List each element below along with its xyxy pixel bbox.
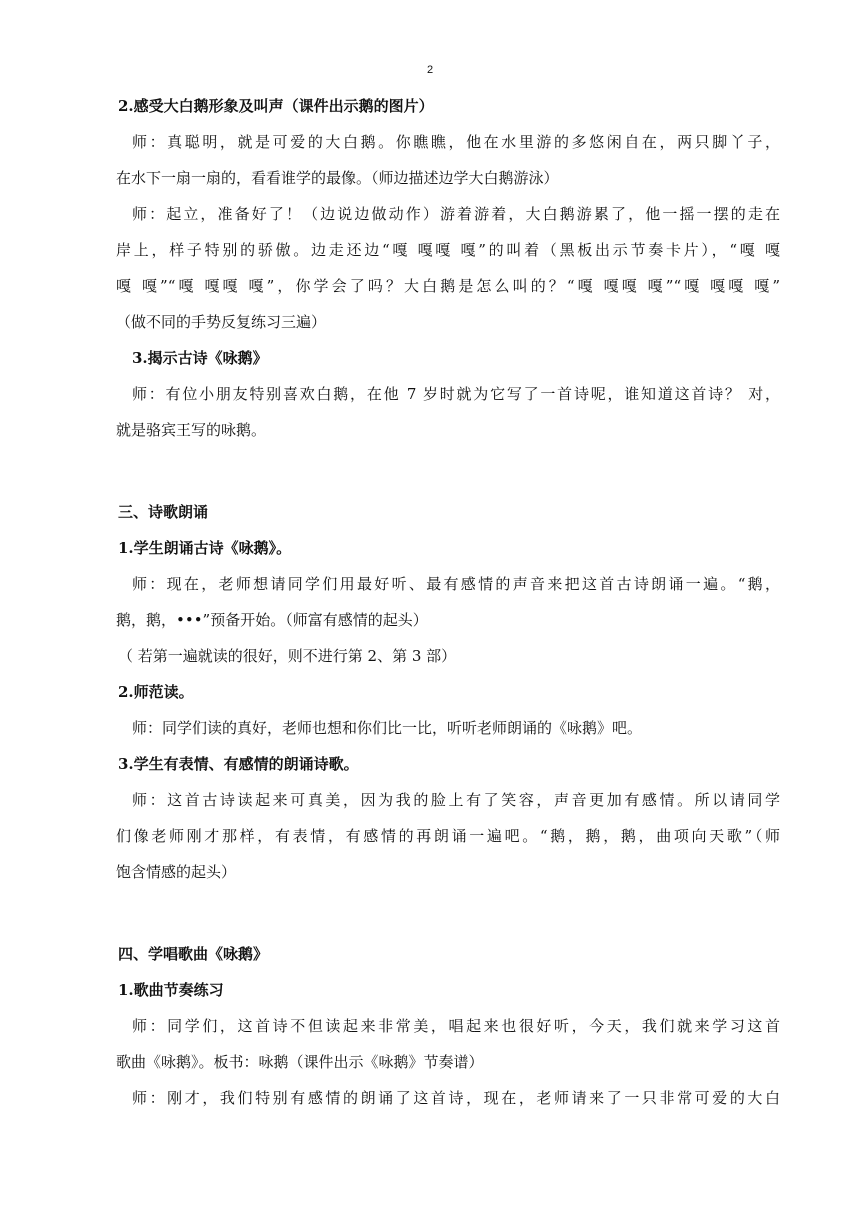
paragraph-line: 师：刚才，我们特别有感情的朗诵了这首诗，现在，老师请来了一只非常可爱的大白 bbox=[132, 1089, 780, 1107]
paragraph-line: 饱含情感的起头） bbox=[116, 863, 237, 881]
paragraph-line: 师：有位小朋友特别喜欢白鹅，在他 7 岁时就为它写了一首诗呢，谁知道这首诗？ 对， bbox=[132, 385, 780, 403]
paragraph-line: 们像老师刚才那样，有表情，有感情的再朗诵一遍吧。“鹅，鹅，鹅，曲项向天歌”（师 bbox=[116, 827, 780, 845]
paragraph-line: 在水下一扇一扇的，看看谁学的最像。（师边描述边学大白鹅游泳） bbox=[116, 169, 559, 187]
paragraph-line: 师：同学们，这首诗不但读起来非常美，唱起来也很好听，今天，我们就来学习这首 bbox=[132, 1017, 780, 1035]
section-heading: 3.揭示古诗《咏鹅》 bbox=[132, 349, 268, 367]
paragraph-line: 师：同学们读的真好，老师也想和你们比一比，听听老师朗诵的《咏鹅》吧。 bbox=[132, 719, 643, 737]
paragraph-line: 歌曲《咏鹅》。板书：咏鹅（课件出示《咏鹅》节奏谱） bbox=[116, 1053, 484, 1071]
section-heading: 3.学生有表情、有感情的朗诵诗歌。 bbox=[118, 755, 359, 773]
section-title: 三、诗歌朗诵 bbox=[118, 503, 209, 521]
paragraph-line: 鹅，鹅，•••”预备开始。（师富有感情的起头） bbox=[116, 611, 428, 629]
paragraph-line: 师：起立，准备好了！（边说边做动作）游着游着，大白鹅游累了，他一摇一摆的走在 bbox=[132, 205, 780, 223]
paragraph-line: 师：这首古诗读起来可真美，因为我的脸上有了笑容，声音更加有感情。所以请同学 bbox=[132, 791, 780, 809]
paragraph-line: 嘎 嘎”“嘎 嘎嘎 嘎”，你学会了吗？大白鹅是怎么叫的？“嘎 嘎嘎 嘎”“嘎 嘎嘎 嘎” bbox=[116, 277, 780, 295]
section-heading: 1.学生朗诵古诗《咏鹅》。 bbox=[118, 539, 292, 557]
paragraph-line: 岸上，样子特别的骄傲。边走还边“嘎 嘎嘎 嘎”的叫着（黑板出示节奏卡片），“嘎 嘎 bbox=[116, 241, 780, 259]
page-number: 2 bbox=[426, 64, 434, 76]
paragraph-line: 师：现在，老师想请同学们用最好听、最有感情的声音来把这首古诗朗诵一遍。“鹅， bbox=[132, 575, 780, 593]
paragraph-line: （ 若第一遍就读的很好，则不进行第 2、第 3 部） bbox=[118, 647, 457, 665]
paragraph-line: （做不同的手势反复练习三遍） bbox=[116, 313, 327, 331]
paragraph-line: 就是骆宾王写的咏鹅。 bbox=[116, 421, 267, 439]
section-heading: 2.感受大白鹅形象及叫声（课件出示鹅的图片） bbox=[118, 97, 434, 115]
paragraph-line: 师：真聪明，就是可爱的大白鹅。你瞧瞧，他在水里游的多悠闲自在，两只脚丫子， bbox=[132, 133, 780, 151]
section-title: 四、学唱歌曲《咏鹅》 bbox=[118, 945, 269, 963]
section-heading: 2.师范读。 bbox=[118, 683, 194, 701]
section-heading: 1.歌曲节奏练习 bbox=[118, 981, 224, 999]
